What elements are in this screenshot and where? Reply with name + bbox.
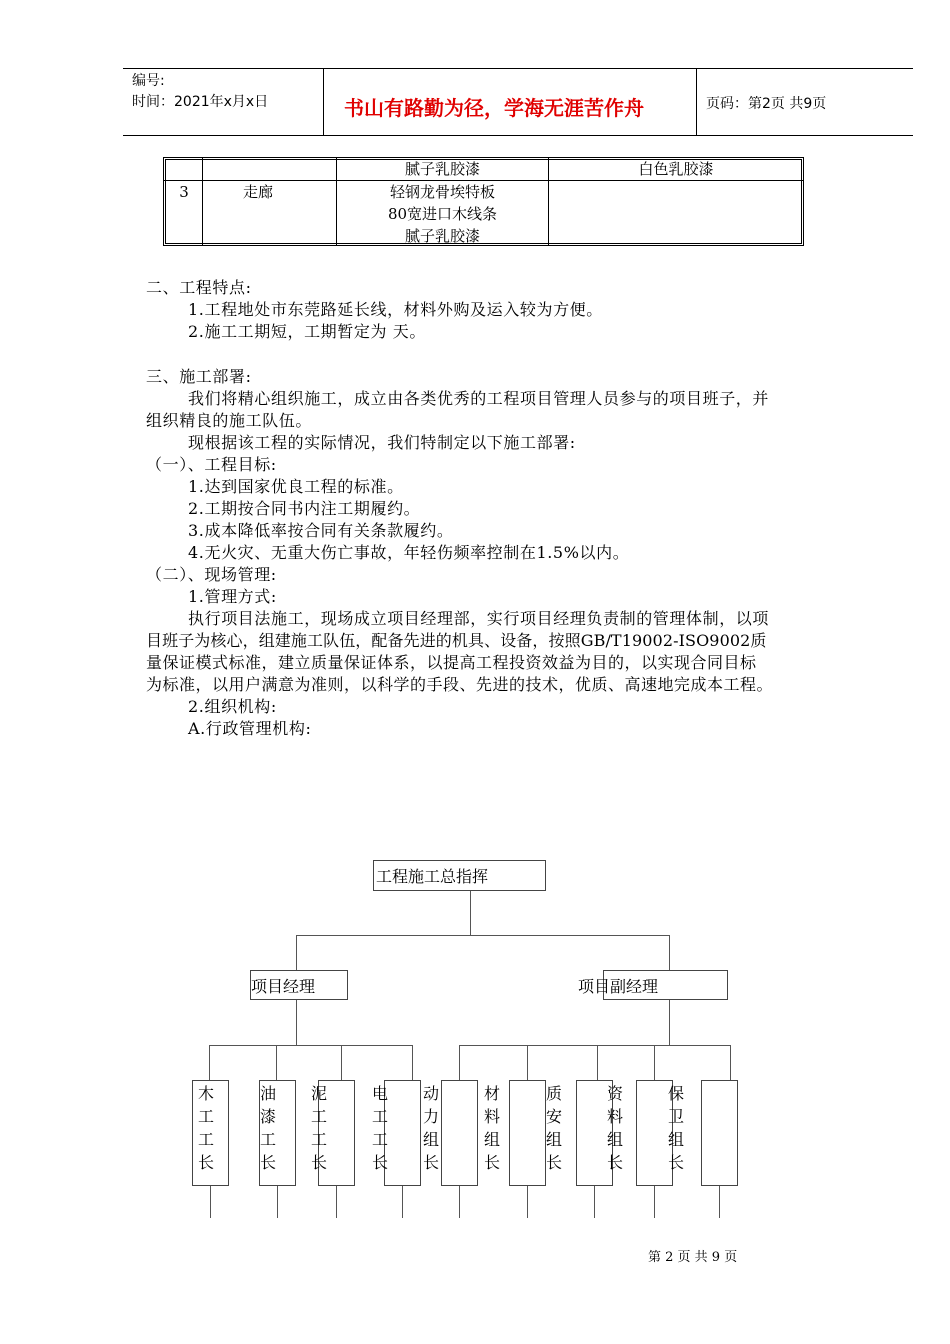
- site-mgmt-method: 1.管理方式:: [188, 587, 277, 606]
- org-leaf-box: [384, 1080, 421, 1186]
- org-leaf-tail: [336, 1186, 337, 1218]
- org-leaf-carpentry: 木工工长: [197, 1084, 214, 1172]
- org-left-stem: [296, 935, 297, 970]
- org-stem: [341, 1045, 342, 1080]
- org-left-branch-bar: [209, 1045, 413, 1046]
- org-right-label: 项目副经理: [578, 977, 659, 996]
- section-3-para-1a: 我们将精心组织施工，成立由各类优秀的工程项目管理人员参与的项目班子，并: [188, 389, 770, 408]
- org-stem: [730, 1045, 731, 1080]
- site-mgmt-para-b: 目班子为核心，组建施工队伍，配备先进的机具、设备，按照GB/T19002-ISO9002质: [146, 631, 767, 650]
- org-stem: [276, 1045, 277, 1080]
- header-time-label: 时间：2021年x月x日: [132, 94, 269, 110]
- org-leaf-box: [509, 1080, 546, 1186]
- org-leaf-documents: 资料组长: [606, 1084, 623, 1172]
- goals-title: （一）、工程目标:: [146, 455, 277, 474]
- org-leaf-tail: [654, 1186, 655, 1218]
- goals-item-1: 1.达到国家优良工程的标准。: [188, 477, 404, 496]
- section-3-para-1b: 组织精良的施工队伍。: [146, 411, 313, 430]
- section-2-item-2: 2.施工工期短，工期暂定为 天。: [188, 322, 426, 341]
- org-right-branch-bar: [459, 1045, 731, 1046]
- org-stem: [527, 1045, 528, 1080]
- org-stem: [654, 1045, 655, 1080]
- org-right-stem: [669, 935, 670, 970]
- goals-item-3: 3.成本降低率按合同有关条款履约。: [188, 521, 454, 540]
- table-cell-row3-material-3: 腻子乳胶漆: [404, 227, 480, 245]
- section-3-para-2: 现根据该工程的实际情况，我们特制定以下施工部署:: [188, 433, 576, 452]
- org-leaf-tail: [459, 1186, 460, 1218]
- table-cell-row3-material-1: 轻钢龙骨埃特板: [389, 183, 495, 201]
- site-mgmt-para-c: 量保证模式标准，建立质量保证体系，以提高工程投资效益为目的，以实现合同目标: [146, 653, 757, 672]
- org-leaf-painting: 油漆工长: [259, 1084, 276, 1172]
- org-stem: [209, 1045, 210, 1080]
- goals-item-2: 2.工期按合同书内注工期履约。: [188, 499, 421, 518]
- org-structure-title: 2.组织机构:: [188, 697, 277, 716]
- org-top-label: 工程施工总指挥: [376, 867, 489, 886]
- table-cell-top-finish: 白色乳胶漆: [638, 160, 714, 178]
- org-leaf-tail: [527, 1186, 528, 1218]
- org-leaf-tail: [210, 1186, 211, 1218]
- org-leaf-quality-safety: 质安组长: [545, 1084, 562, 1172]
- org-leaf-box: [441, 1080, 478, 1186]
- org-leaf-materials: 材料组长: [483, 1084, 500, 1172]
- org-leaf-security: 保卫组长: [667, 1084, 684, 1172]
- section-2-item-1: 1.工程地处市东莞路延长线，材料外购及运入较为方便。: [188, 300, 603, 319]
- table-cell-row3-material-2: 80宽进口木线条: [387, 205, 498, 223]
- header-number-label: 编号:: [132, 73, 165, 89]
- table-cell-row3-name: 走廊: [242, 183, 273, 201]
- org-left-drop: [296, 1000, 297, 1045]
- site-mgmt-para-a: 执行项目法施工，现场成立项目经理部，实行项目经理负责制的管理体制，以项: [188, 609, 770, 628]
- org-stem: [412, 1045, 413, 1080]
- section-3-title: 三、施工部署:: [146, 367, 252, 386]
- header-divider-1: [323, 68, 324, 136]
- table-cell-row3-no: 3: [179, 183, 189, 201]
- site-mgmt-para-d: 为标准，以用户满意为准则，以科学的手段、先进的技术，优质、高速地完成本工程。: [146, 675, 774, 694]
- admin-org-title: A.行政管理机构:: [188, 719, 312, 738]
- goals-item-4: 4.无火灾、无重大伤亡事故，年轻伤频率控制在1.5%以内。: [188, 543, 630, 562]
- table-cell-top-material: 腻子乳胶漆: [404, 160, 480, 178]
- header-motto: 书山有路勤为径，学海无涯苦作舟: [344, 96, 644, 120]
- header-bottom-rule: [123, 135, 913, 136]
- org-top-stem: [470, 891, 471, 935]
- header-page-label: 页码：第2页 共9页: [706, 96, 827, 112]
- org-stem: [459, 1045, 460, 1080]
- org-level1-bar: [296, 935, 670, 936]
- org-leaf-electrical: 电工工长: [371, 1084, 388, 1172]
- org-left-label: 项目经理: [251, 977, 316, 996]
- org-leaf-tail: [719, 1186, 720, 1218]
- org-right-drop: [669, 1000, 670, 1045]
- header-divider-2: [696, 68, 697, 136]
- org-leaf-power: 动力组长: [422, 1084, 439, 1172]
- org-leaf-tail: [402, 1186, 403, 1218]
- org-leaf-box: [701, 1080, 738, 1186]
- page-footer: 第 2 页 共 9 页: [648, 1250, 738, 1265]
- site-mgmt-title: （二）、现场管理:: [146, 565, 277, 584]
- org-leaf-tail: [594, 1186, 595, 1218]
- header-top-rule: [123, 68, 913, 69]
- org-stem: [597, 1045, 598, 1080]
- org-leaf-masonry: 泥工工长: [310, 1084, 327, 1172]
- org-leaf-tail: [277, 1186, 278, 1218]
- section-2-title: 二、工程特点:: [146, 278, 252, 297]
